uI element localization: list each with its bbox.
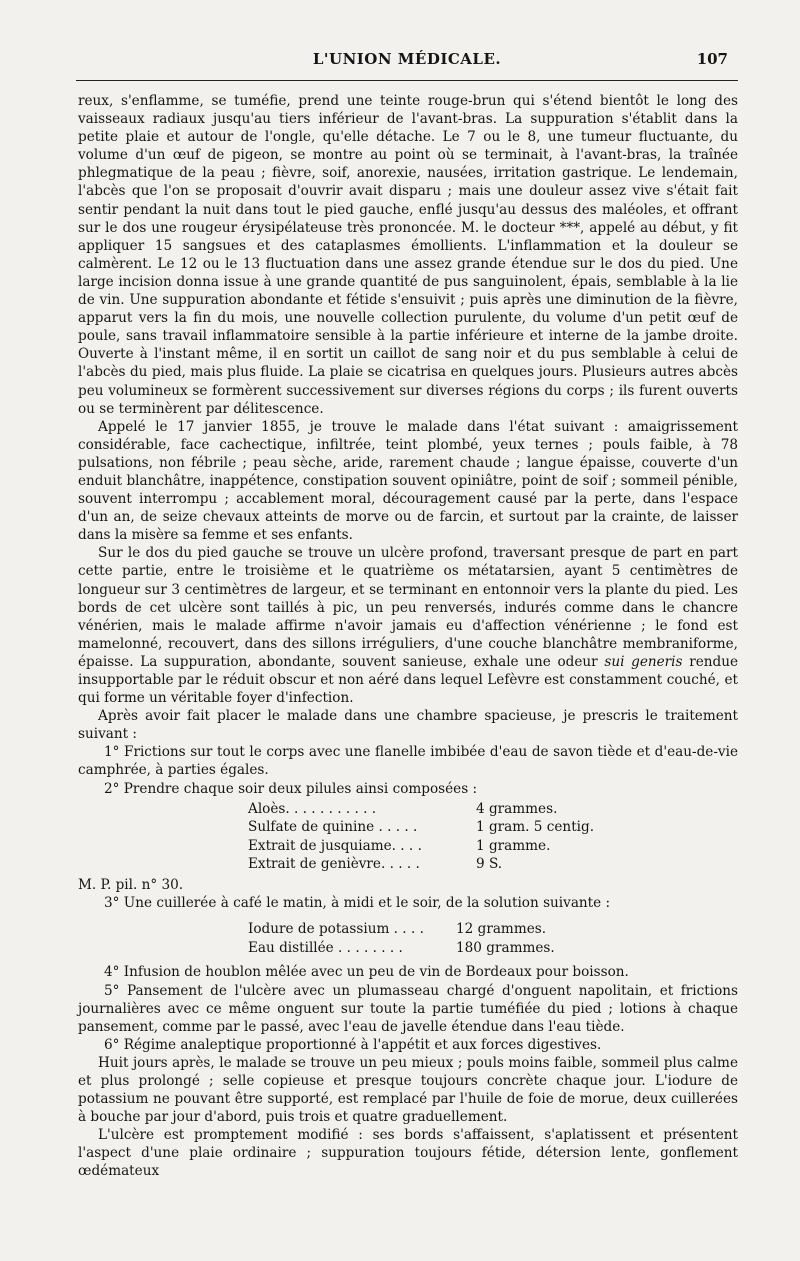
recipe-quantity: 1 gramme. xyxy=(476,837,551,854)
page-number: 107 xyxy=(696,50,728,68)
recipe-quantity: 12 grammes. xyxy=(456,921,547,938)
treatment-item-2: 2° Prendre chaque soir deux pilules ainsi composées : xyxy=(104,780,478,797)
recipe-ingredient: Iodure de potassium . . . . xyxy=(248,921,424,938)
recipe-row xyxy=(248,939,668,958)
recipe-quantity: 180 grammes. xyxy=(456,939,555,956)
recipe-row xyxy=(248,837,668,856)
pill-count-note: M. P. pil. n° 30. xyxy=(78,877,184,894)
recipe-quantity: 9 S. xyxy=(476,856,503,873)
recipe-ingredient: Eau distillée . . . . . . . . xyxy=(248,939,403,956)
recipe-ingredient: Aloès. . . . . . . . . . . xyxy=(248,800,377,817)
paragraph-ulcer xyxy=(78,544,738,707)
page-header xyxy=(76,48,738,74)
treatment-item-3: 3° Une cuillerée à café le matin, à midi et le soir, de la solution suivante : xyxy=(104,895,611,912)
article-body xyxy=(78,92,738,1181)
paragraph-ulcer-evolution: L'ulcère est promptement modifié : ses bords s'affaissent, s'aplatissent et présentent l'aspect d'une plaie ordinaire ; suppuration toujours fétide, détersion lente, gonflement œdémateux xyxy=(78,1127,738,1180)
recipe-row xyxy=(248,818,668,837)
paragraph-treatment-intro: Après avoir fait placer le malade dans une chambre spacieuse, je prescris le traitement suivant : xyxy=(78,708,738,743)
recipe-quantity: 1 gram. 5 centig. xyxy=(476,819,595,836)
paragraph-progress: Huit jours après, le malade se trouve un peu mieux ; pouls moins faible, sommeil plus calme et plus prolongé ; selle copieuse et presque toujours concrète chaque jour. L'iodure de potassium ne pouvant être supporté, est remplacé par l'huile de foie de morue, deux cuillerées à bouche par jour d'abord, puis trois et quatre graduellement. xyxy=(78,1054,738,1126)
running-title: L'UNION MÉDICALE. xyxy=(312,50,502,68)
recipe-ingredient: Extrait de jusquiame. . . . xyxy=(248,837,422,854)
paragraph-ulcer-text-a: Sur le dos du pied gauche se trouve un ulcère profond, traversant presque de part en part cette partie, entre le troisième et le quatrième os métatarsien, ayant 5 centimètres de longueur sur 3 centimètres de largeur, et se terminant en entonnoir vers la plante du pied. Les bords de cet ulcère sont taillés à pic, un peu renversés, indurés comme dans le chancre vénérien, mais le malade affirme n'avoir jamais eu d'affection vénérienne ; le fond est mamelonné, recouvert, dans des sillons irréguliers, d'une couche blanchâtre membraniforme, épaisse. La suppuration, abondante, souvent sanieuse, exhale une odeur xyxy=(78,545,738,670)
paragraph-ulcer-text-b: rendue insupportable par le réduit obscur et non aéré dans lequel Lefèvre est constamment couché, et qui forme un véritable foyer d'infection. xyxy=(78,653,738,707)
recipe-ingredient: Sulfate de quinine . . . . . xyxy=(248,819,418,836)
recipe-row xyxy=(248,800,668,819)
recipe-row xyxy=(248,855,668,874)
paragraph-examination: Appelé le 17 janvier 1855, je trouve le malade dans l'état suivant : amaigrissement considérable, face cachectique, infiltrée, teint plombé, yeux ternes ; pouls faible, à 78 pulsations, non fébrile ; peau sèche, aride, rarement chaude ; langue épaisse, couverte d'un enduit blanchâtre, inappétence, constipation souvent opiniâtre, point de soif ; sommeil pénible, souvent interrompu ; accablement moral, découragement causé par la perte, dans l'espace d'un an, de seize chevaux atteints de morve ou de farcin, et surtout par la crainte, de laisser dans la misère sa femme et ses enfants. xyxy=(78,418,738,544)
paragraph-continuation: reux, s'enflamme, se tuméfie, prend une teinte rouge-brun qui s'étend bientôt le long des vaisseaux radiaux jusqu'au tiers inférieur de l'avant-bras. La suppuration s'établit dans la petite plaie et autour de l'ongle, qu'elle détache. Le 7 ou le 8, une tumeur fluctuante, du volume d'un œuf de pigeon, se montre au point où se terminait, à l'avant-bras, la traînée phlegmatique de la peau ; fièvre, soif, anorexie, nausées, irritation gastrique. Le lendemain, l'abcès que l'on se proposait d'ouvrir avait disparu ; mais une douleur assez vive s'était fait sentir pendant la nuit dans tout le pied gauche, enflé jusqu'au dessus des maléoles, et offrant sur le dos une rougeur érysipélateuse très prononcée. M. le docteur ***, appelé au début, y fit appliquer 15 sangsues et des cataplasmes émollients. L'inflammation et la douleur se calmèrent. Le 12 ou le 13 fluctuation dans une assez grande étendue sur le dos du pied. Une large incision donna issue à une grande quantité de pus sanguinolent, épais, semblable à la lie de vin. Une suppuration abondante et fétide s'ensuivit ; puis après une diminution de la fièvre, apparut vers la fin du mois, une nouvelle collection purulente, du volume d'un petit œuf de poule, sans travail inflammatoire sensible à la partie inférieure et interne de la jambe droite. Ouverte à l'instant même, il en sortit un caillot de sang noir et du pus semblable à celui de l'abcès du pied, mais plus fluide. La plaie se cicatrisa en quelques jours. Plusieurs autres abcès peu volumineux se formèrent successivement sur diverses régions du corps ; ils furent ouverts ou se terminèrent par délitescence. xyxy=(78,93,738,417)
paragraph-ulcer-italic: sui generis xyxy=(604,653,683,670)
treatment-item-4: 4° Infusion de houblon mêlée avec un peu de vin de Bordeaux pour boisson. xyxy=(104,964,629,981)
header-rule xyxy=(76,80,738,81)
pill-recipe-table xyxy=(248,800,668,874)
recipe-quantity: 4 grammes. xyxy=(476,800,558,817)
solution-recipe-table xyxy=(248,920,668,957)
treatment-item-6: 6° Régime analeptique proportionné à l'appétit et aux forces digestives. xyxy=(104,1036,602,1053)
recipe-ingredient: Extrait de genièvre. . . . . xyxy=(248,856,420,873)
treatment-item-1: 1° Frictions sur tout le corps avec une flanelle imbibée d'eau de savon tiède et d'eau-de-vie camphrée, à parties égales. xyxy=(78,744,738,779)
recipe-row xyxy=(248,920,668,939)
treatment-item-5: 5° Pansement de l'ulcère avec un plumasseau chargé d'onguent napolitain, et frictions journalières avec ce même onguent sur toute la partie tuméfiée du pied ; lotions à chaque pansement, comme par le passé, avec l'eau de javelle étendue dans l'eau tiède. xyxy=(78,982,738,1035)
